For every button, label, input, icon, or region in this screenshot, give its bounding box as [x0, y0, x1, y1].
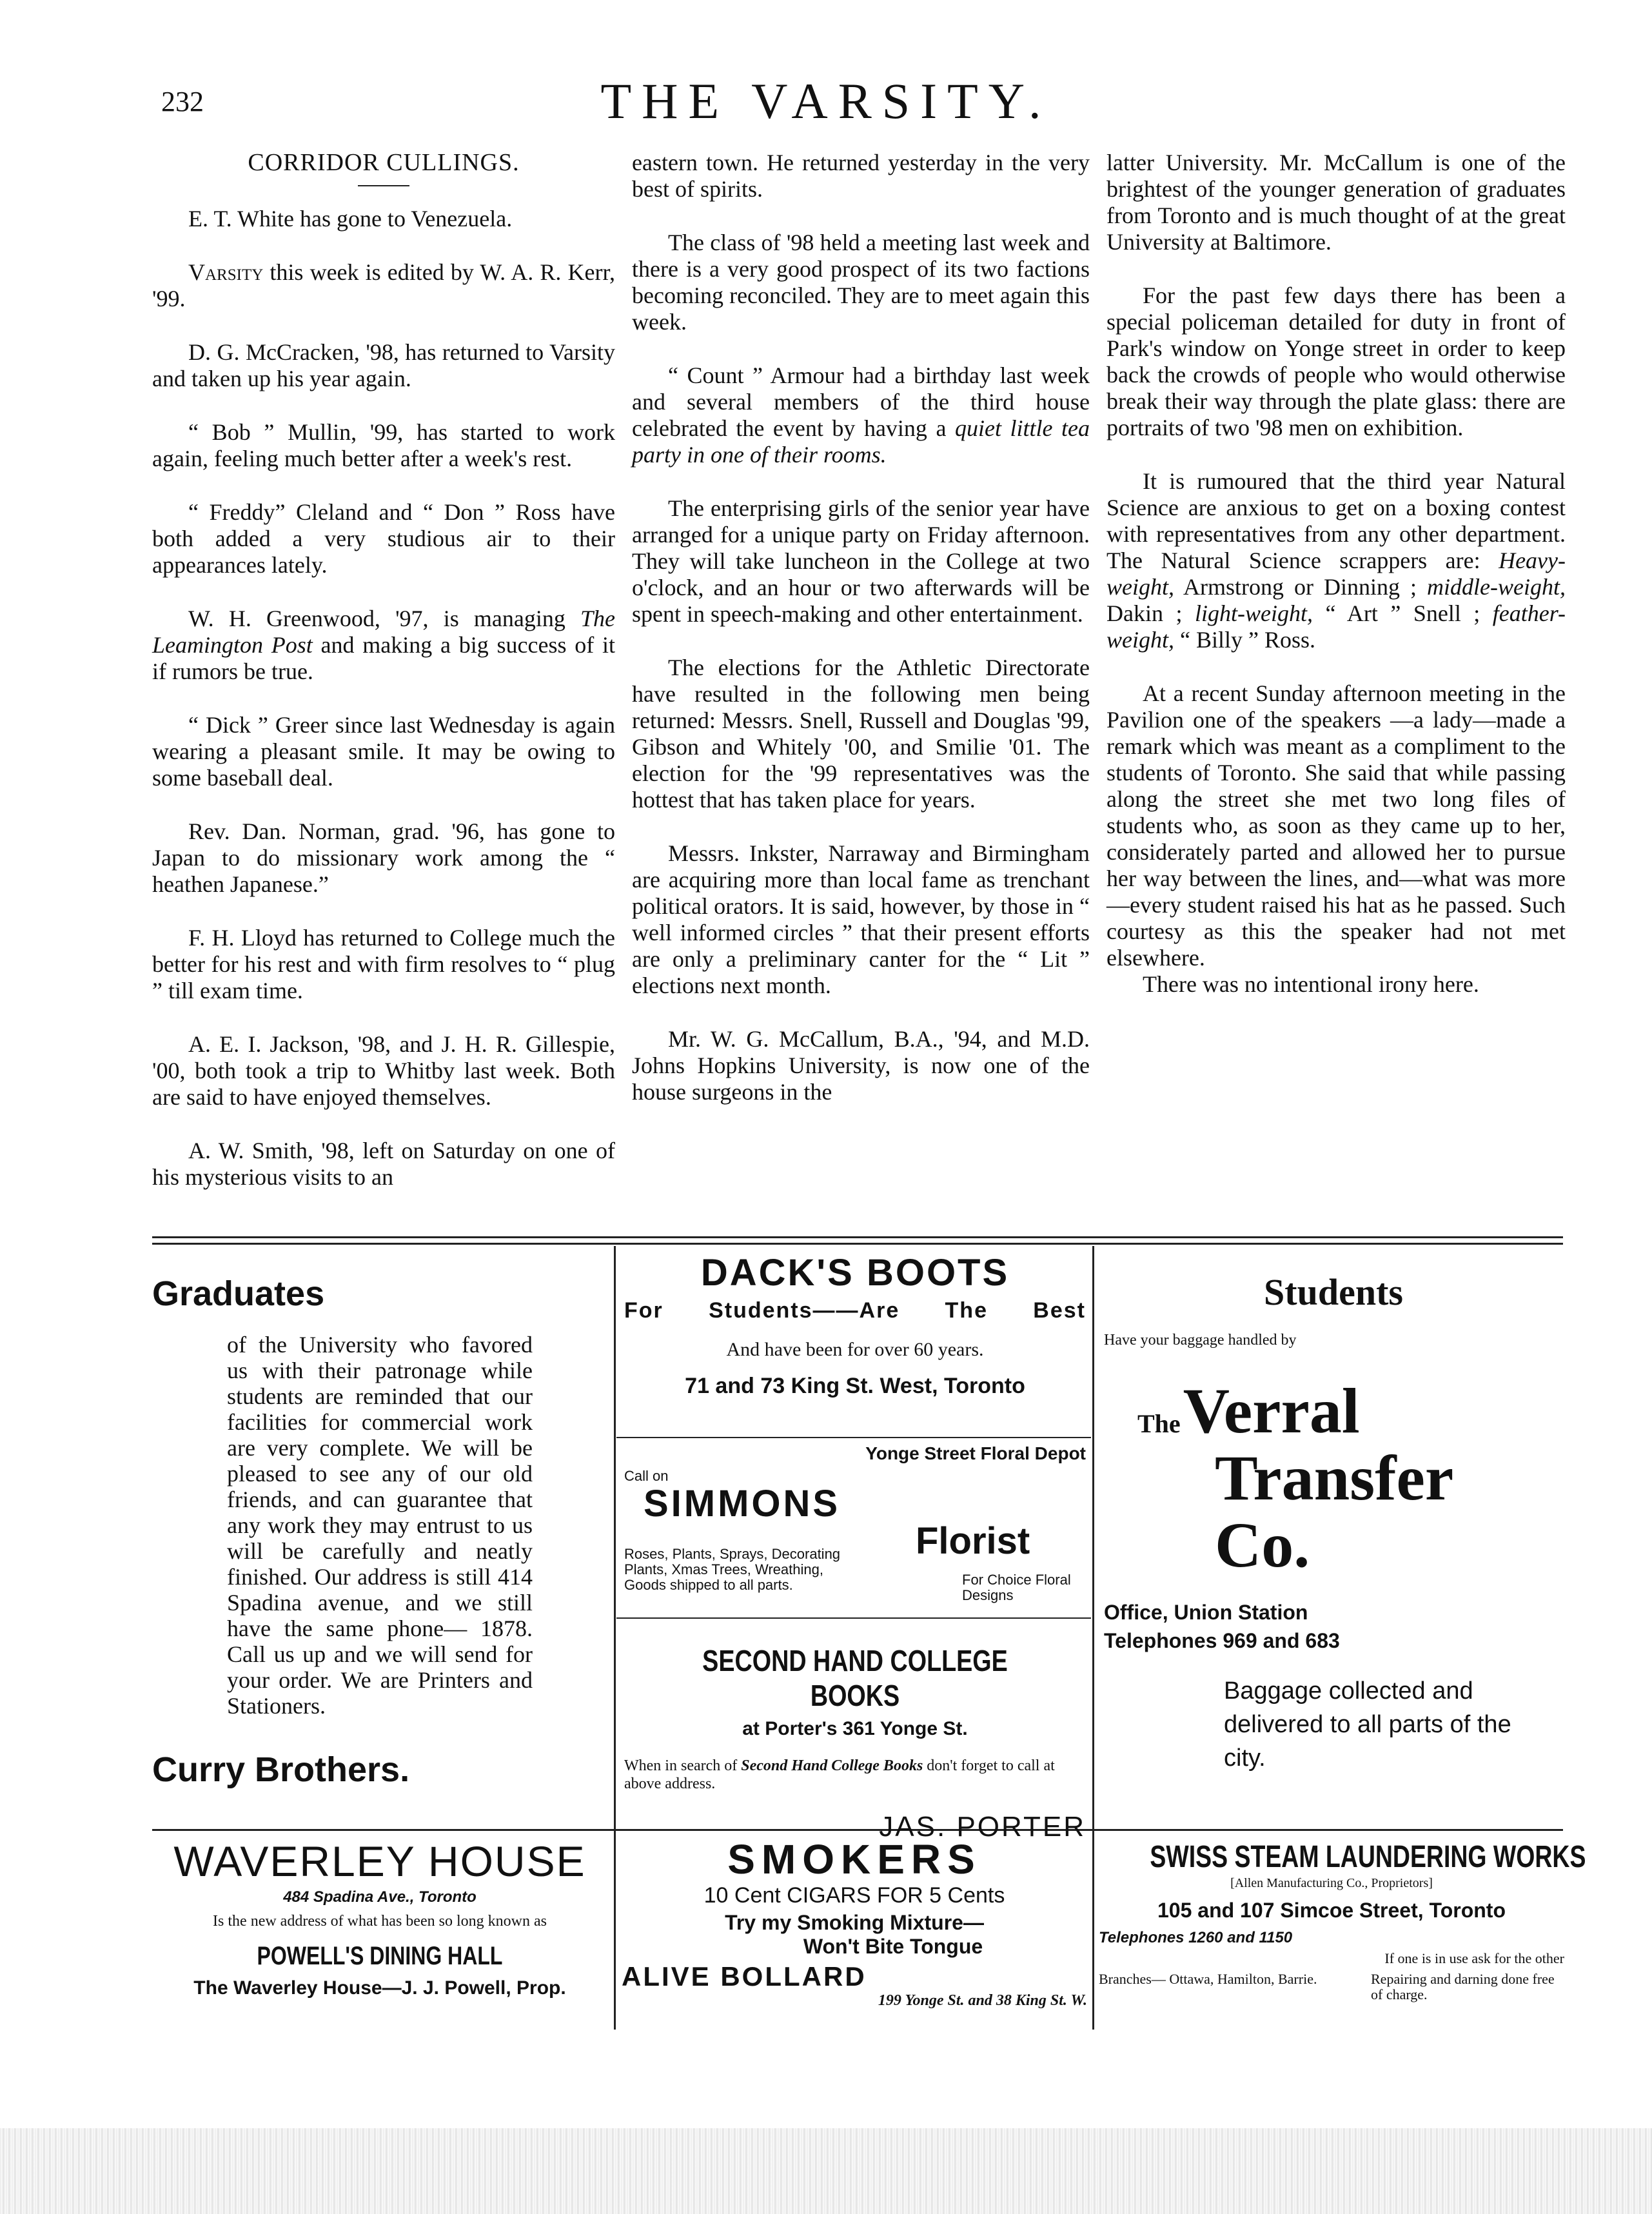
- company-name-line: Co.: [1215, 1509, 1310, 1581]
- paragraph-text: Armstrong or Dinning ;: [1183, 574, 1417, 600]
- paragraph: “ Dick ” Greer since last Wednesday is again wearing a pleasant smile. It may be owing to some baseball deal.: [152, 712, 615, 791]
- ad-address: 71 and 73 King St. West, Toronto: [685, 1374, 1025, 1398]
- ad-swiss-laundry: [1099, 1839, 1586, 2010]
- ad-title: SMOKERS: [727, 1836, 981, 1883]
- ad-text-part: When in search of: [624, 1757, 738, 1774]
- paragraph: A. W. Smith, '98, left on Saturday on one of his mysterious visits to an: [152, 1138, 615, 1190]
- ad-title: SECOND HAND COLLEGE BOOKS: [702, 1644, 1008, 1712]
- ad-text: Branches— Ottawa, Hamilton, Barrie.: [1099, 1971, 1317, 1987]
- page-number: 232: [161, 86, 204, 117]
- paragraph-text: this week is edited by W. A. R. Kerr, '99.: [152, 259, 616, 311]
- ad-signature: ALIVE BOLLARD: [622, 1961, 867, 1992]
- divider-rule: [152, 1236, 1563, 1238]
- divider-rule: [152, 1243, 1563, 1245]
- ad-smokers: [622, 1835, 1087, 2010]
- paragraph: latter University. Mr. McCallum is one of the brightest of the younger generation of graduates from Toronto and is much thought of at the great University at Baltimore.: [1106, 150, 1566, 255]
- ad-waverley-house: [152, 1837, 607, 1999]
- ad-footer: [1099, 1972, 1564, 2010]
- paragraph: A. E. I. Jackson, '98, and J. H. R. Gillespie, '00, both took a trip to Whitby last week. Both are said to have enjoyed themselves.: [152, 1031, 615, 1110]
- ad-heading: Students: [1264, 1271, 1403, 1313]
- ad-subtitle: at Porter's 361 Yonge St.: [742, 1718, 968, 1739]
- paragraph: “ Freddy” Cleland and “ Don ” Ross have both added a very studious air to their appearances lately.: [152, 499, 615, 578]
- ad-porter-books: [624, 1643, 1086, 1843]
- masthead: THE VARSITY.: [600, 73, 1052, 129]
- article-heading: CORRIDOR CULLINGS.: [248, 149, 520, 176]
- ad-text: 10 Cent CIGARS FOR 5 Cents: [703, 1883, 1005, 1908]
- scan-noise: [0, 2128, 1652, 2214]
- ad-inner-rule: [616, 1437, 1091, 1438]
- weight-class: Heavy-weight,: [1106, 548, 1566, 600]
- company-name-line: Transfer: [1215, 1442, 1454, 1514]
- article-column-2: [632, 150, 1090, 1132]
- paragraph-text: “ Billy ” Ross.: [1180, 627, 1316, 653]
- varsity-name: Varsity: [188, 259, 264, 285]
- article-column-1: [152, 150, 615, 1218]
- company-name-the: The: [1137, 1409, 1181, 1438]
- paragraph: The enterprising girls of the senior year have arranged for a unique party on Friday afternoon. They will take luncheon in the College at two o'clock, and an hour or two afterwards will be spent in speech-making and other entertainment.: [632, 495, 1090, 627]
- paragraph: Rev. Dan. Norman, grad. '96, has gone to Japan to do missionary work among the “ heathen Japanese.”: [152, 818, 615, 897]
- ad-curry-brothers: [152, 1274, 597, 1790]
- paragraph-text: It is rumoured that the third year Natural Science are anxious to get on a boxing contest with representatives from any other department. The Natural Science scrappers are:: [1106, 468, 1566, 573]
- ad-title: SIMMONS: [644, 1483, 841, 1525]
- paragraph: The elections for the Athletic Directorate have resulted in the following men being returned: Messrs. Snell, Russell and Douglas '99, Gibson and Whitely '00, and Smilie '01. The election for the '99 representatives was the hottest that has taken place for years.: [632, 655, 1090, 813]
- ad-heading: Yonge Street Floral Depot: [865, 1443, 1086, 1463]
- paragraph: The class of '98 held a meeting last week and there is a very good prospect of its two factions becoming reconciled. They are to meet again this week.: [632, 230, 1090, 335]
- heading-divider: [358, 185, 409, 186]
- article-column-3: [1106, 150, 1566, 1025]
- paragraph: E. T. White has gone to Venezuela.: [188, 206, 513, 232]
- ad-telephones: Telephones 969 and 683: [1104, 1629, 1340, 1652]
- ad-text-part: Second Hand College Books: [741, 1757, 923, 1774]
- weight-class: feather-weight,: [1106, 600, 1566, 653]
- ad-text: Baggage collected and delivered to all parts of the city.: [1224, 1677, 1511, 1772]
- paragraph: [632, 362, 1090, 468]
- ad-telephones: Telephones 1260 and 1150: [1099, 1929, 1293, 1946]
- ad-text: Won't Bite Tongue: [803, 1935, 983, 1958]
- ad-text-part: don't forget to call at above address.: [624, 1757, 1055, 1792]
- paragraph: For the past few days there has been a special policeman detailed for duty in front of Park's window on Yonge street in order to keep back the crowds of people who would otherwise break their way through the plate glass: there are portraits of two '98 men on exhibition.: [1106, 282, 1566, 440]
- ad-body: of the University who favored us with their patronage while students are reminded that our facilities for commercial work are very complete. We will be pleased to see any of our old friends, and can guarantee that any work they may entrust to us will be carefully and neatly finished. Our address is still 414 Spadina avenue, and we still have the same phone— 1878. Call us up and we will send for your order. We are Printers and Stationers.: [227, 1332, 533, 1719]
- ad-address: 199 Yonge St. and 38 King St. W.: [878, 1992, 1087, 2009]
- paragraph-text: “ Count ” Armour had a birthday last week and several members of the third house celebrated the event by having a: [632, 362, 1090, 441]
- ad-text: And have been for over 60 years.: [726, 1339, 984, 1360]
- ad-address: 105 and 107 Simcoe Street, Toronto: [1157, 1899, 1506, 1922]
- company-name: [1137, 1375, 1563, 1581]
- paragraph: [152, 606, 615, 685]
- ad-signature: Curry Brothers.: [152, 1750, 410, 1789]
- ad-text: Have your baggage handled by: [1104, 1332, 1297, 1349]
- paragraph-text: “ Art ” Snell ;: [1325, 600, 1480, 626]
- ad-title: SWISS STEAM LAUNDERING WORKS: [1150, 1840, 1586, 1874]
- ad-heading: POWELL'S DINING HALL: [257, 1942, 503, 1970]
- paragraph: eastern town. He returned yesterday in the very best of spirits.: [632, 150, 1090, 202]
- ad-text: [Allen Manufacturing Co., Proprietors]: [1230, 1876, 1433, 1890]
- ad-text: For Choice Floral Designs: [962, 1572, 1071, 1603]
- paragraph: [152, 259, 615, 312]
- company-name-line: Verral: [1183, 1375, 1360, 1447]
- weight-class: middle-weight,: [1427, 574, 1566, 600]
- italic-phrase: quiet little tea party in one of their rooms.: [632, 415, 1090, 468]
- paragraph: D. G. McCracken, '98, has returned to Varsity and taken up his year again.: [152, 339, 615, 391]
- paragraph: F. H. Lloyd has returned to College much the better for his rest and with firm resolves to “ plug ” till exam time.: [152, 925, 615, 1003]
- ad-text: [624, 1757, 1086, 1793]
- paragraph: [1106, 468, 1566, 653]
- ad-simmons-florist: [624, 1443, 1086, 1612]
- paragraph: Messrs. Inkster, Narraway and Birmingham are acquiring more than local fame as trenchant political orators. It is said, however, by those in “ well informed circles ” that their present efforts are only a preliminary canter for the “ Lit ” elections next month.: [632, 840, 1090, 998]
- paragraph-text: W. H. Greenwood, '97, is managing: [188, 606, 565, 631]
- ad-inner-rule: [616, 1617, 1091, 1619]
- paragraph: At a recent Sunday afternoon meeting in the Pavilion one of the speakers —a lady—made a remark which was meant as a compliment to the students of Toronto. She said that while passing along the street she met two long files of students who, as soon as they came up to her, considerately parted and allowed her to pursue her way between the lines, and—what was more—every student raised his hat as he passed. Such courtesy as this the speaker had not met elsewhere.: [1106, 680, 1566, 971]
- ad-address: 484 Spadina Ave., Toronto: [283, 1888, 477, 1906]
- ad-text: The Waverley House—J. J. Powell, Prop.: [193, 1977, 566, 1999]
- paragraph-text: and making a big success of it if rumors be true.: [152, 632, 615, 684]
- ad-text: Call on: [624, 1468, 669, 1484]
- paragraph-text: Dakin ;: [1106, 600, 1183, 626]
- ad-verral-transfer: [1104, 1270, 1563, 1775]
- ad-title: WAVERLEY HOUSE: [173, 1837, 586, 1885]
- ad-text: Is the new address of what has been so long known as: [213, 1913, 547, 1930]
- ad-column-rule: [1092, 1246, 1094, 2030]
- paragraph: “ Bob ” Mullin, '99, has started to work again, feeling much better after a week's rest.: [152, 419, 615, 471]
- ad-dacks-boots: [624, 1251, 1086, 1399]
- ad-column-rule: [614, 1246, 616, 2030]
- ad-florist-word: Florist: [916, 1520, 1030, 1562]
- ad-text: Roses, Plants, Sprays, Decorating Plants, Xmas Trees, Wreathing, Goods shipped to all parts.: [624, 1546, 841, 1593]
- ad-text: If one is in use ask for the other: [1384, 1950, 1564, 1966]
- ad-office: Office, Union Station: [1104, 1601, 1308, 1624]
- ad-text: Repairing and darning done free of charge.: [1371, 1971, 1555, 2002]
- weight-class: light-weight,: [1194, 600, 1313, 626]
- paragraph: Mr. W. G. McCallum, B.A., '94, and M.D. Johns Hopkins University, is now one of the house surgeons in the: [632, 1026, 1090, 1105]
- ad-text: Try my Smoking Mixture—: [725, 1911, 984, 1934]
- ad-title: DACK'S BOOTS: [700, 1252, 1010, 1294]
- ad-title: Graduates: [152, 1274, 325, 1313]
- ad-subtitle: For Students——Are The Best: [624, 1298, 1086, 1323]
- publication-name: The Leamington Post: [152, 606, 615, 658]
- ad-signature: JAS. PORTER: [879, 1811, 1086, 1843]
- paragraph: There was no intentional irony here.: [1143, 971, 1479, 997]
